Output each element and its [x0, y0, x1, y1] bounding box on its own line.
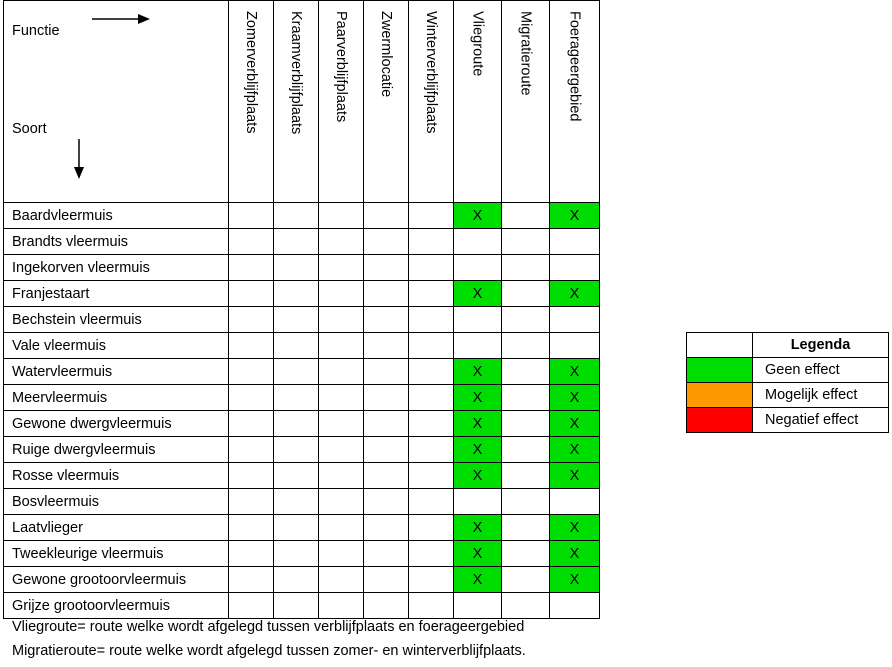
cell-winterverblijfplaats: [409, 463, 454, 489]
cell-migratieroute: [502, 541, 550, 567]
cell-zomerverblijfplaats: [229, 437, 274, 463]
cell-migratieroute: [502, 281, 550, 307]
species-name: Franjestaart: [4, 281, 229, 307]
cell-kraamverblijfplaats: [274, 463, 319, 489]
cell-foerageergebied: [550, 307, 600, 333]
cell-winterverblijfplaats: [409, 515, 454, 541]
species-name: Ruige dwergvleermuis: [4, 437, 229, 463]
col-header-paarverblijfplaats: Paarverblijfplaats: [319, 1, 364, 203]
table-row: [4, 515, 600, 541]
cell-zwermlocatie: [364, 515, 409, 541]
cell-kraamverblijfplaats: [274, 567, 319, 593]
cell-migratieroute: [502, 593, 550, 619]
cell-kraamverblijfplaats: [274, 359, 319, 385]
cell-zomerverblijfplaats: [229, 333, 274, 359]
cell-vliegroute: [454, 255, 502, 281]
cell-kraamverblijfplaats: [274, 281, 319, 307]
cell-zomerverblijfplaats: [229, 567, 274, 593]
col-header-foerageergebied: Foerageergebied: [550, 1, 600, 203]
table-row: [4, 359, 600, 385]
cell-migratieroute: [502, 307, 550, 333]
table-row: [4, 203, 600, 229]
cell-zwermlocatie: [364, 385, 409, 411]
cell-paarverblijfplaats: [319, 281, 364, 307]
cell-paarverblijfplaats: [319, 489, 364, 515]
cell-foerageergebied: [550, 229, 600, 255]
cell-paarverblijfplaats: [319, 411, 364, 437]
cell-zwermlocatie: [364, 437, 409, 463]
cell-vliegroute: [454, 489, 502, 515]
cell-zwermlocatie: [364, 333, 409, 359]
cell-zwermlocatie: [364, 411, 409, 437]
cell-kraamverblijfplaats: [274, 229, 319, 255]
note-migratieroute: Migratieroute= route welke wordt afgelegd tussen zomer- en winterverblijfplaats.: [12, 643, 526, 659]
cell-paarverblijfplaats: [319, 359, 364, 385]
cell-kraamverblijfplaats: [274, 307, 319, 333]
legend-swatch: [687, 408, 753, 433]
cell-kraamverblijfplaats: [274, 411, 319, 437]
cell-foerageergebied: X: [550, 281, 600, 307]
cell-winterverblijfplaats: [409, 385, 454, 411]
table-row: [4, 489, 600, 515]
legend-label: Geen effect: [753, 358, 889, 383]
cell-zwermlocatie: [364, 359, 409, 385]
note-vliegroute: Vliegroute= route welke wordt afgelegd tussen verblijfplaats en foerageergebied: [12, 619, 525, 635]
cell-kraamverblijfplaats: [274, 541, 319, 567]
cell-winterverblijfplaats: [409, 307, 454, 333]
cell-foerageergebied: X: [550, 385, 600, 411]
species-name: Baardvleermuis: [4, 203, 229, 229]
cell-paarverblijfplaats: [319, 255, 364, 281]
cell-migratieroute: [502, 515, 550, 541]
cell-zomerverblijfplaats: [229, 203, 274, 229]
cell-kraamverblijfplaats: [274, 593, 319, 619]
cell-winterverblijfplaats: [409, 437, 454, 463]
cell-paarverblijfplaats: [319, 229, 364, 255]
cell-foerageergebied: X: [550, 541, 600, 567]
cell-zomerverblijfplaats: [229, 411, 274, 437]
cell-winterverblijfplaats: [409, 203, 454, 229]
cell-vliegroute: X: [454, 463, 502, 489]
cell-migratieroute: [502, 203, 550, 229]
cell-winterverblijfplaats: [409, 333, 454, 359]
cell-kraamverblijfplaats: [274, 255, 319, 281]
species-function-table: [3, 0, 600, 619]
cell-vliegroute: X: [454, 359, 502, 385]
cell-foerageergebied: [550, 255, 600, 281]
cell-zwermlocatie: [364, 203, 409, 229]
cell-paarverblijfplaats: [319, 385, 364, 411]
cell-vliegroute: X: [454, 203, 502, 229]
cell-foerageergebied: X: [550, 437, 600, 463]
table-row: [4, 385, 600, 411]
legend-swatch: [687, 383, 753, 408]
legend: [686, 332, 889, 433]
cell-winterverblijfplaats: [409, 489, 454, 515]
header-row: [4, 1, 600, 203]
cell-kraamverblijfplaats: [274, 203, 319, 229]
cell-migratieroute: [502, 411, 550, 437]
cell-migratieroute: [502, 463, 550, 489]
cell-winterverblijfplaats: [409, 281, 454, 307]
cell-zomerverblijfplaats: [229, 281, 274, 307]
cell-kraamverblijfplaats: [274, 515, 319, 541]
arrow-down-icon: [72, 137, 86, 181]
cell-foerageergebied: X: [550, 567, 600, 593]
species-name: Vale vleermuis: [4, 333, 229, 359]
cell-zwermlocatie: [364, 489, 409, 515]
cell-migratieroute: [502, 385, 550, 411]
cell-foerageergebied: X: [550, 359, 600, 385]
cell-zwermlocatie: [364, 593, 409, 619]
table-row: [4, 307, 600, 333]
species-name: Bechstein vleermuis: [4, 307, 229, 333]
species-name: Ingekorven vleermuis: [4, 255, 229, 281]
cell-zomerverblijfplaats: [229, 515, 274, 541]
table-row: [4, 437, 600, 463]
table-row: [4, 255, 600, 281]
cell-zomerverblijfplaats: [229, 229, 274, 255]
table-row: [4, 229, 600, 255]
cell-paarverblijfplaats: [319, 593, 364, 619]
cell-winterverblijfplaats: [409, 255, 454, 281]
col-header-vliegroute: Vliegroute: [454, 1, 502, 203]
cell-winterverblijfplaats: [409, 567, 454, 593]
cell-zomerverblijfplaats: [229, 593, 274, 619]
species-name: Bosvleermuis: [4, 489, 229, 515]
table-body: [4, 1, 600, 619]
cell-vliegroute: [454, 229, 502, 255]
cell-migratieroute: [502, 255, 550, 281]
cell-kraamverblijfplaats: [274, 385, 319, 411]
cell-paarverblijfplaats: [319, 567, 364, 593]
arrow-right-icon: [90, 12, 152, 26]
cell-foerageergebied: [550, 489, 600, 515]
functie-label: Functie: [12, 23, 60, 39]
cell-foerageergebied: X: [550, 515, 600, 541]
col-header-migratieroute: Migratieroute: [502, 1, 550, 203]
cell-paarverblijfplaats: [319, 203, 364, 229]
legend-title-row: [687, 333, 889, 358]
col-header-zomerverblijfplaats: Zomerverblijfplaats: [229, 1, 274, 203]
cell-vliegroute: X: [454, 541, 502, 567]
table-row: [4, 411, 600, 437]
cell-zomerverblijfplaats: [229, 359, 274, 385]
cell-migratieroute: [502, 229, 550, 255]
species-name: Watervleermuis: [4, 359, 229, 385]
cell-winterverblijfplaats: [409, 359, 454, 385]
cell-zwermlocatie: [364, 229, 409, 255]
cell-winterverblijfplaats: [409, 593, 454, 619]
cell-foerageergebied: X: [550, 203, 600, 229]
cell-vliegroute: X: [454, 411, 502, 437]
legend-item: [687, 408, 889, 433]
cell-foerageergebied: [550, 333, 600, 359]
cell-vliegroute: X: [454, 281, 502, 307]
species-name: Tweekleurige vleermuis: [4, 541, 229, 567]
cell-winterverblijfplaats: [409, 229, 454, 255]
species-name: Meervleermuis: [4, 385, 229, 411]
legend-label: Mogelijk effect: [753, 383, 889, 408]
cell-vliegroute: X: [454, 567, 502, 593]
cell-foerageergebied: X: [550, 411, 600, 437]
cell-kraamverblijfplaats: [274, 333, 319, 359]
legend-title: Legenda: [753, 333, 889, 358]
species-name: Brandts vleermuis: [4, 229, 229, 255]
cell-zwermlocatie: [364, 255, 409, 281]
cell-zomerverblijfplaats: [229, 307, 274, 333]
species-name: Rosse vleermuis: [4, 463, 229, 489]
species-name: Gewone grootoorvleermuis: [4, 567, 229, 593]
cell-paarverblijfplaats: [319, 463, 364, 489]
cell-paarverblijfplaats: [319, 541, 364, 567]
cell-vliegroute: [454, 333, 502, 359]
cell-vliegroute: X: [454, 437, 502, 463]
cell-zwermlocatie: [364, 567, 409, 593]
cell-vliegroute: [454, 593, 502, 619]
legend-item: [687, 383, 889, 408]
cell-foerageergebied: X: [550, 463, 600, 489]
col-header-zwermlocatie: Zwermlocatie: [364, 1, 409, 203]
table-row: [4, 541, 600, 567]
legend-item: [687, 358, 889, 383]
cell-paarverblijfplaats: [319, 307, 364, 333]
cell-paarverblijfplaats: [319, 437, 364, 463]
table-row: [4, 333, 600, 359]
col-header-kraamverblijfplaats: Kraamverblijfplaats: [274, 1, 319, 203]
cell-zomerverblijfplaats: [229, 385, 274, 411]
cell-migratieroute: [502, 333, 550, 359]
cell-zomerverblijfplaats: [229, 541, 274, 567]
cell-foerageergebied: [550, 593, 600, 619]
cell-vliegroute: X: [454, 515, 502, 541]
table-row: [4, 593, 600, 619]
cell-zwermlocatie: [364, 463, 409, 489]
col-header-winterverblijfplaats: Winterverblijfplaats: [409, 1, 454, 203]
cell-migratieroute: [502, 489, 550, 515]
cell-paarverblijfplaats: [319, 333, 364, 359]
cell-migratieroute: [502, 567, 550, 593]
table-row: [4, 281, 600, 307]
cell-zomerverblijfplaats: [229, 489, 274, 515]
cell-zwermlocatie: [364, 281, 409, 307]
cell-zwermlocatie: [364, 541, 409, 567]
cell-zwermlocatie: [364, 307, 409, 333]
cell-zomerverblijfplaats: [229, 255, 274, 281]
table-row: [4, 463, 600, 489]
cell-kraamverblijfplaats: [274, 489, 319, 515]
species-name: Gewone dwergvleermuis: [4, 411, 229, 437]
cell-migratieroute: [502, 437, 550, 463]
soort-label: Soort: [12, 121, 47, 137]
cell-zomerverblijfplaats: [229, 463, 274, 489]
cell-vliegroute: [454, 307, 502, 333]
legend-swatch: [687, 358, 753, 383]
cell-kraamverblijfplaats: [274, 437, 319, 463]
table-row: [4, 567, 600, 593]
species-name: Laatvlieger: [4, 515, 229, 541]
corner-cell: [4, 1, 229, 203]
species-name: Grijze grootoorvleermuis: [4, 593, 229, 619]
cell-winterverblijfplaats: [409, 541, 454, 567]
cell-vliegroute: X: [454, 385, 502, 411]
cell-paarverblijfplaats: [319, 515, 364, 541]
cell-winterverblijfplaats: [409, 411, 454, 437]
legend-label: Negatief effect: [753, 408, 889, 433]
cell-migratieroute: [502, 359, 550, 385]
